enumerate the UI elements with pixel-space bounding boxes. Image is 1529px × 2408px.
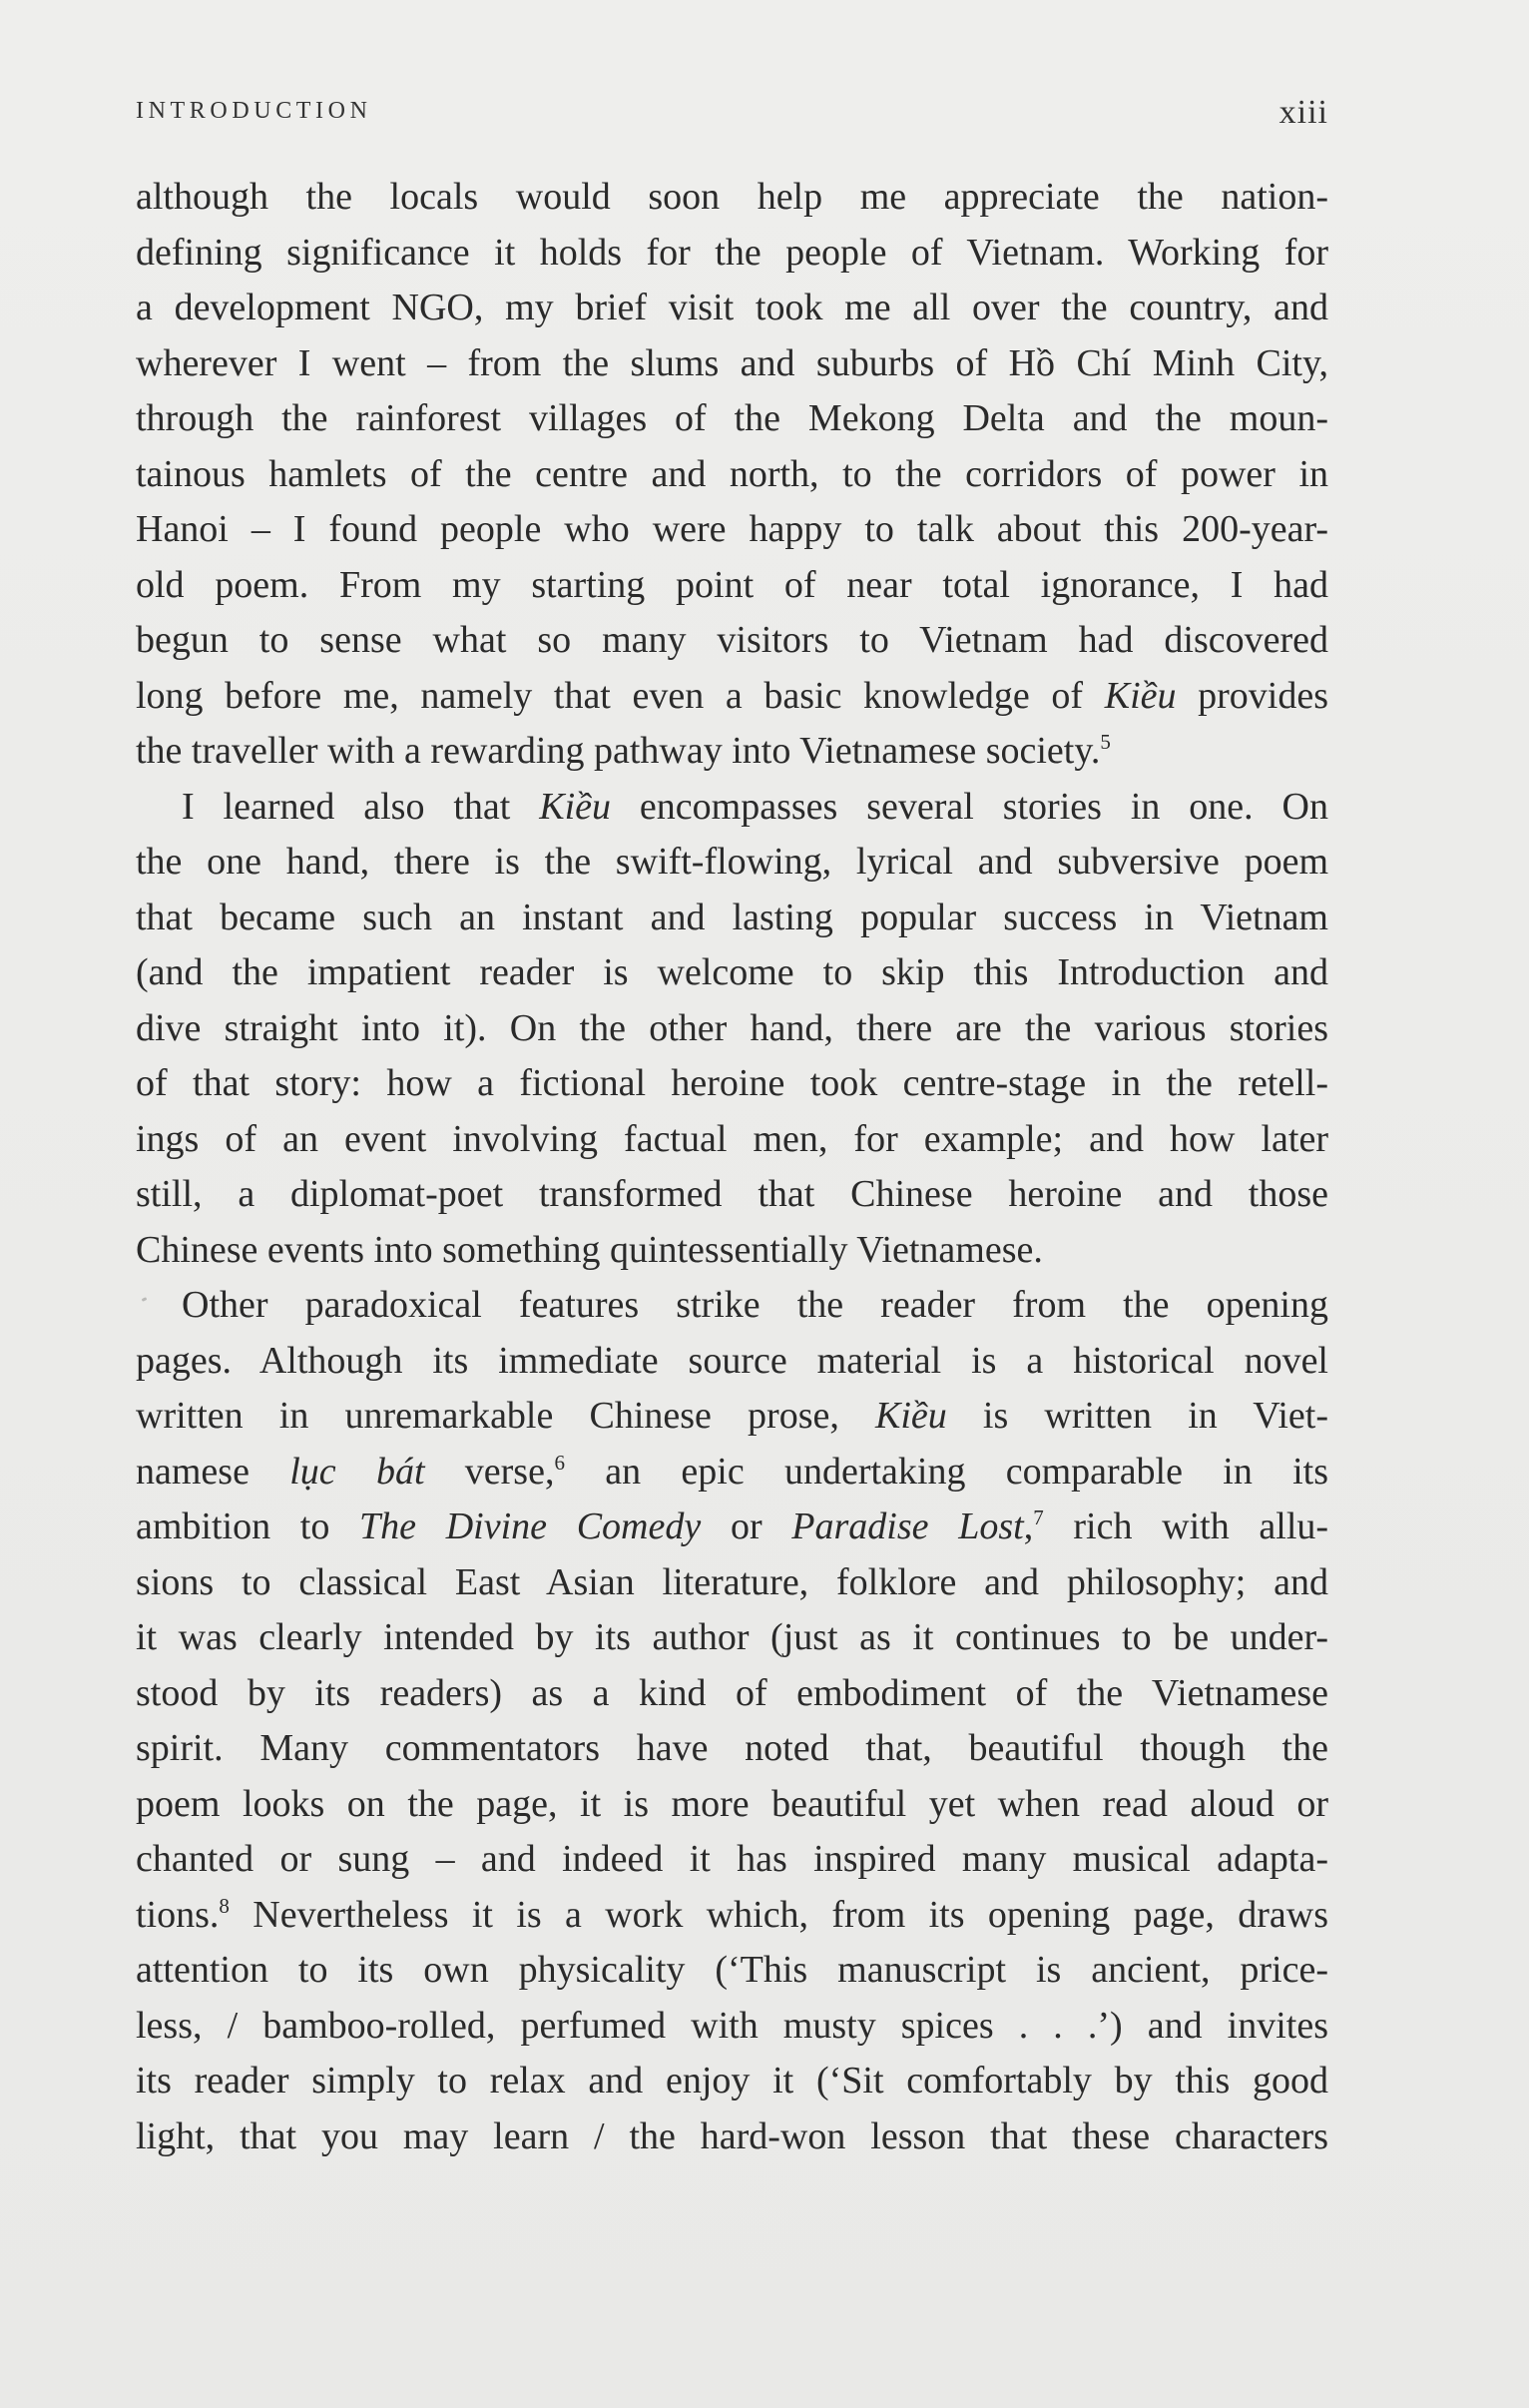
text-line: written in unremarkable Chinese prose, Kiều is written in Viet- [136,1395,1328,1437]
text-line: light, that you may learn / the hard-won lesson that these characters [136,2114,1328,2157]
text-line: through the rainforest villages of the Mekong Delta and the moun- [136,397,1328,439]
italic-title: The Divine Comedy [359,1505,702,1547]
italic-title: Kiều [539,785,612,828]
text-line: Chinese events into something quintessentially Vietnamese. [136,1228,1043,1271]
text-line: of that story: how a fictional heroine took centre-stage in the retell- [136,1062,1328,1104]
italic-title: Kiều [1104,674,1177,717]
text-line: old poem. From my starting point of near total ignorance, I had [136,563,1328,606]
text-line: ambition to The Divine Comedy or Paradise Lost,$^7$ rich with allu- [136,1505,1329,1547]
text-line: stood by its readers) as a kind of embodiment of the Vietnamese [136,1671,1328,1714]
text-line: ings of an event involving factual men, for example; and how later [136,1117,1328,1160]
italic-title: Paradise Lost [791,1505,1024,1547]
paragraph-2 [136,780,1328,1279]
text-line: still, a diplomat-poet transformed that Chinese heroine and those [136,1173,1328,1215]
paragraph-3 [136,1278,1328,2164]
paragraph-1 [136,170,1328,780]
text-line: I learned also that Kiều encompasses several stories in one. On [182,785,1328,828]
text-line: wherever I went – from the slums and suburbs of Hồ Chí Minh City, [136,341,1328,384]
running-header [136,94,1328,134]
page-number: xiii [1278,94,1328,131]
text-line: Other paradoxical features strike the reader from the opening [182,1284,1328,1326]
text-line: tions.$^8$ Nevertheless it is a work which, from its opening page, draws [136,1893,1328,1936]
text-line: chanted or sung – and indeed it has inspired many musical adapta- [136,1838,1328,1880]
section-title: INTRODUCTION [136,98,372,124]
footnote-marker: 7 [1033,1505,1044,1529]
text-line: (and the impatient reader is welcome to skip this Introduction and [136,951,1328,993]
text-line: the one hand, there is the swift-flowing, lyrical and subversive poem [136,841,1328,883]
text-line: it was clearly intended by its author (just as it continues to be under- [136,1616,1328,1658]
text-line: Hanoi – I found people who were happy to talk about this 200-year- [136,508,1328,550]
text-line: tainous hamlets of the centre and north, to the corridors of power in [136,452,1328,495]
text-line: long before me, namely that even a basic knowledge of Kiều provides [136,674,1328,717]
text-line: attention to its own physicality (‘This manuscript is ancient, price- [136,1949,1328,1991]
text-line: although the locals would soon help me appreciate the nation- [136,176,1328,218]
text-line: a development NGO, my brief visit took me all over the country, and [136,287,1328,328]
text-line: spirit. Many commentators have noted that, beautiful though the [136,1727,1328,1769]
text-line: sions to classical East Asian literature, folklore and philosophy; and [136,1560,1328,1603]
text-line: that became such an instant and lasting popular success in Vietnam [136,896,1328,938]
text-line: defining significance it holds for the people of Vietnam. Working for [136,231,1328,274]
text-line: its reader simply to relax and enjoy it (‘Sit comfortably by this good [136,2060,1328,2102]
text-line: namese lục bát verse,$^6$ an epic undertaking comparable in its [136,1450,1328,1493]
text-line: begun to sense what so many visitors to Vietnam had discovered [136,619,1328,661]
text-line: poem looks on the page, it is more beautiful yet when read aloud or [136,1782,1328,1825]
text-line: pages. Although its immediate source material is a historical novel [136,1339,1328,1382]
footnote-marker: 8 [219,1893,230,1918]
text-line: dive straight into it). On the other hand, there are the various stories [136,1006,1328,1049]
footnote-marker: 5 [1100,730,1111,754]
italic-title: Kiều [875,1395,947,1437]
body-text [136,170,1328,2164]
italic-term: lục bát [289,1450,425,1493]
text-line: the traveller with a rewarding pathway into Vietnamese society.$^5$ [136,730,1111,772]
text-line: less, / bamboo-rolled, perfumed with musty spices . . .’) and invites [136,2004,1328,2047]
footnote-marker: 6 [554,1450,565,1475]
